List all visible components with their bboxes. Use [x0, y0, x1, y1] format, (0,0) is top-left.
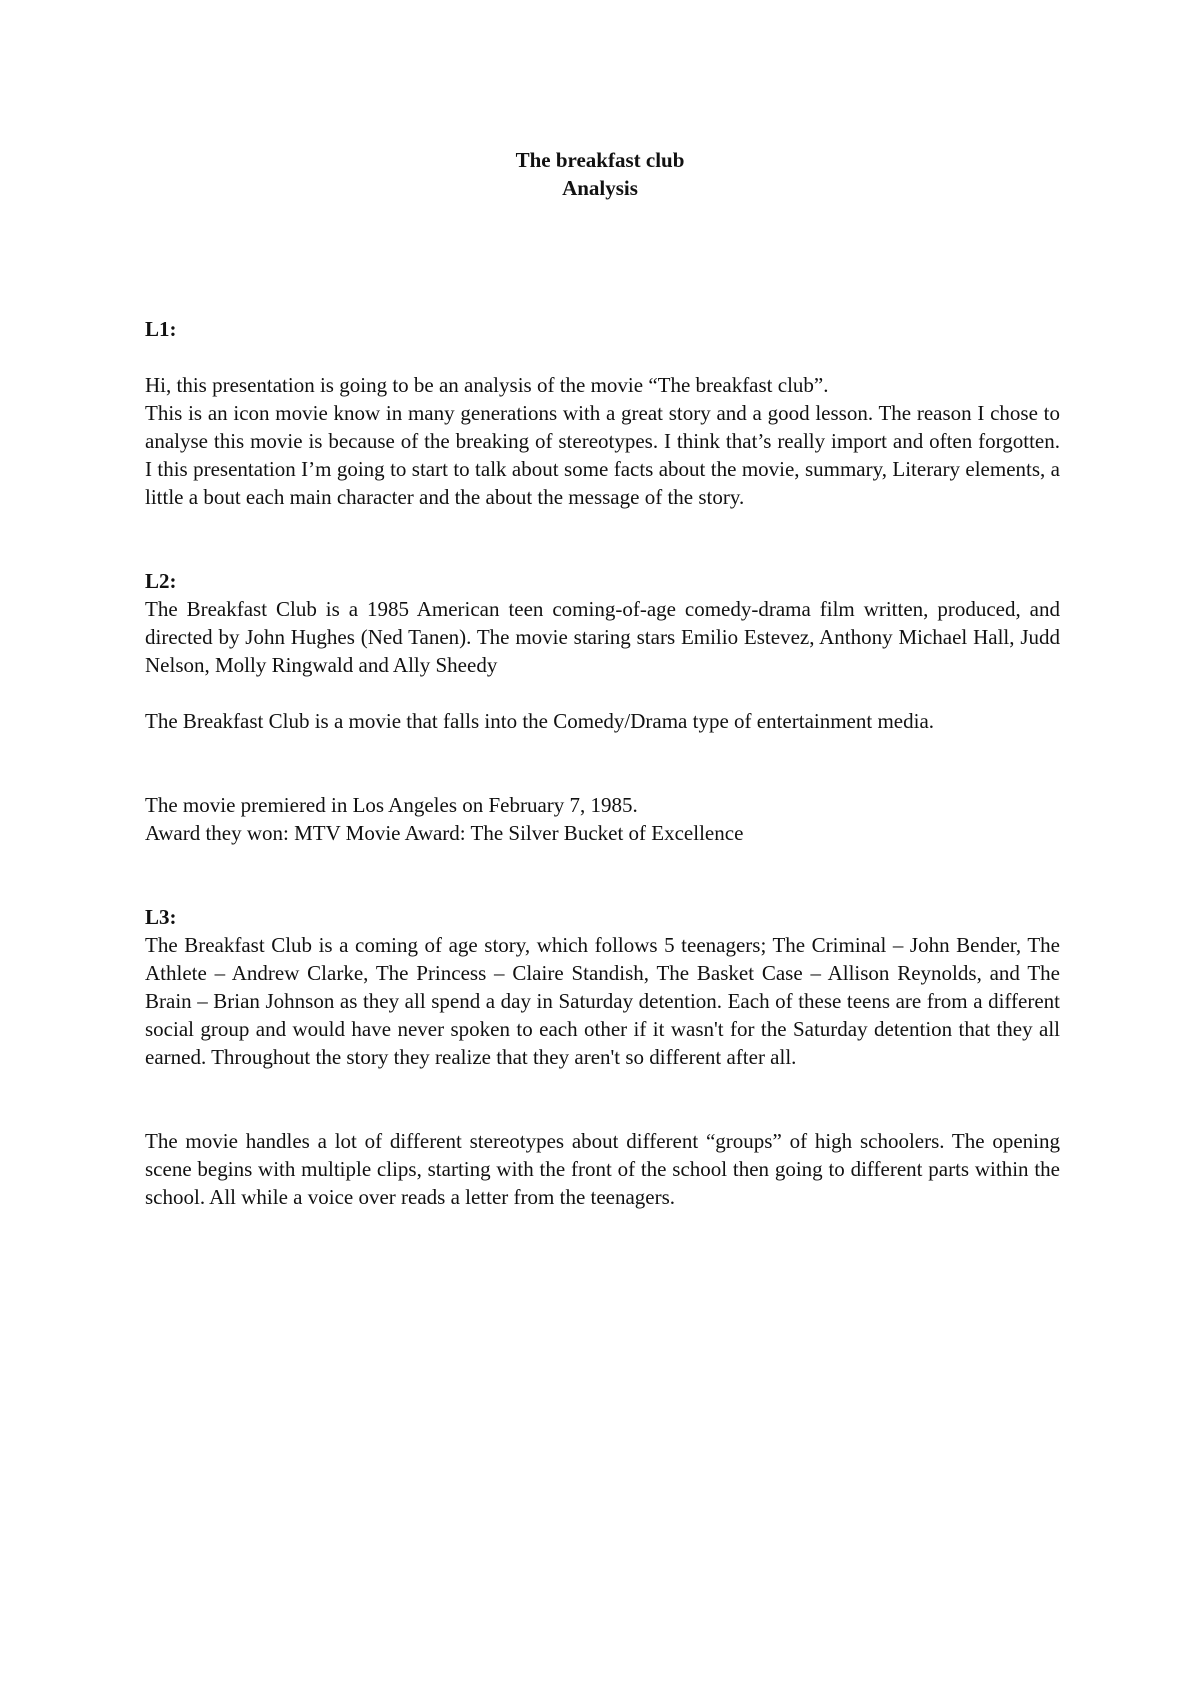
l1-intro-paragraph: Hi, this presentation is going to be an analysis of the movie “The breakfast club”.	[145, 373, 829, 397]
l2-award-line: Award they won: MTV Movie Award: The Silver Bucket of Excellence	[145, 821, 744, 845]
section-heading-l2: L2:	[145, 569, 177, 593]
document-subtitle: Analysis	[562, 176, 638, 200]
l2-genre-paragraph: The Breakfast Club is a movie that falls into the Comedy/Drama type of entertainment media.	[145, 709, 935, 733]
section-heading-l3: L3:	[145, 905, 177, 929]
l2-body-paragraph: The Breakfast Club is a 1985 American teen coming-of-age comedy-drama film written, produced, and directed by John Hughes (Ned Tanen). The movie staring stars Emilio Estevez, Anthony Michael Hall, Judd Nelson, Molly Ringwald and Ally Sheedy	[145, 597, 1060, 677]
l3-stereotypes-paragraph: The movie handles a lot of different stereotypes about different “groups” of high schoolers. The opening scene begins with multiple clips, starting with the front of the school then going to different parts within the school. All while a voice over reads a letter from the teenagers.	[145, 1129, 1060, 1209]
l2-premiere-line: The movie premiered in Los Angeles on February 7, 1985.	[145, 793, 638, 817]
title-block	[0, 146, 1200, 202]
section-heading-l1: L1:	[145, 317, 177, 341]
document-content	[145, 315, 1060, 1211]
document-title: The breakfast club	[515, 148, 685, 172]
l1-body-paragraph: This is an icon movie know in many generations with a great story and a good lesson. The reason I chose to analyse this movie is because of the breaking of stereotypes. I think that’s really import and often forgotten. I this presentation I’m going to start to talk about some facts about the movie, summary, Literary elements, a little a bout each main character and the about the message of the story.	[145, 401, 1060, 509]
l3-summary-paragraph: The Breakfast Club is a coming of age story, which follows 5 teenagers; The Criminal – John Bender, The Athlete – Andrew Clarke, The Princess – Claire Standish, The Basket Case – Allison Reynolds, and The Brain – Brian Johnson as they all spend a day in Saturday detention. Each of these teens are from a different social group and would have never spoken to each other if it wasn't for the Saturday detention that they all earned. Throughout the story they realize that they aren't so different after all.	[145, 933, 1060, 1069]
